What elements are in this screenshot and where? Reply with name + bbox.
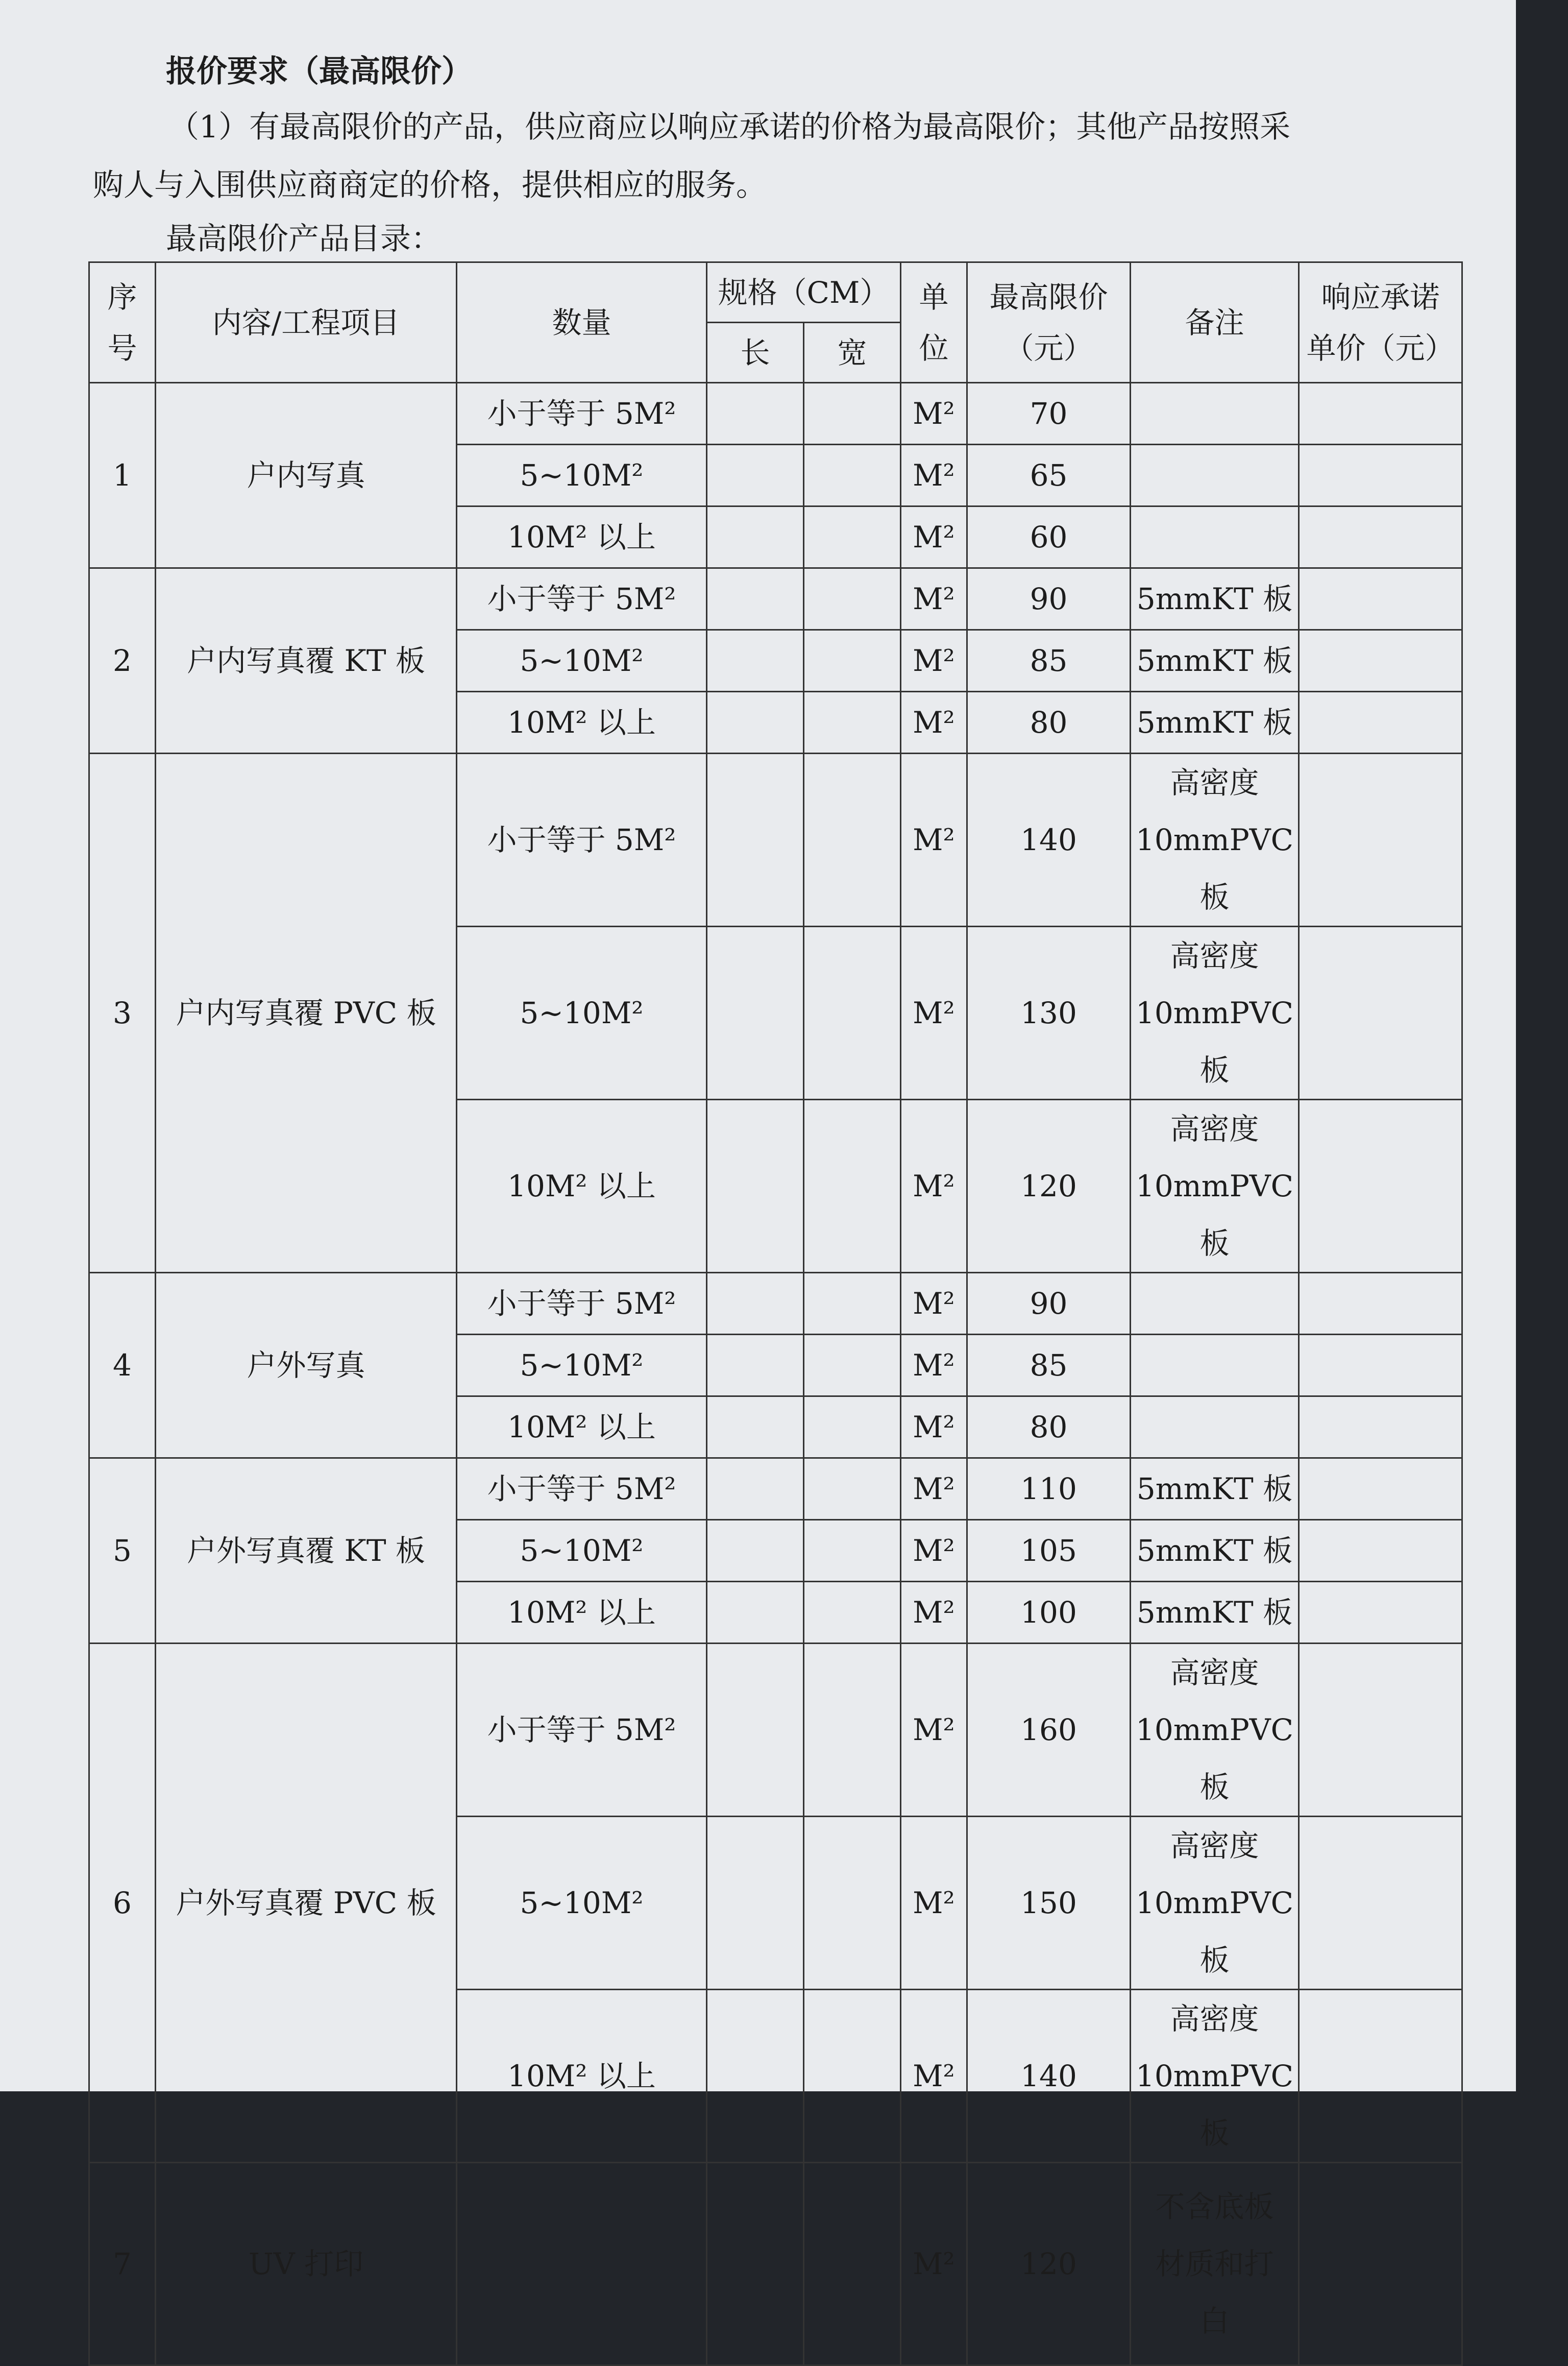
table-row (89, 1644, 1462, 1817)
width-cell (804, 2163, 901, 2365)
seq-cell: 3 (89, 754, 156, 1273)
width-cell (804, 1644, 901, 1817)
max-price-cell: 85 (967, 630, 1131, 692)
remark-cell (1131, 1273, 1299, 1335)
width-cell (804, 1520, 901, 1582)
header-seq: 序 号 (89, 262, 156, 383)
response-price-cell (1299, 1335, 1462, 1396)
response-price-cell (1299, 568, 1462, 630)
width-cell (804, 1817, 901, 1990)
width-cell (804, 630, 901, 692)
max-price-cell: 60 (967, 506, 1131, 568)
item-cell: UV 打印 (156, 2163, 457, 2365)
remark-cell: 高密度 10mmPVC 板 (1131, 927, 1299, 1100)
remark-cell (1131, 1335, 1299, 1396)
unit-cell: M² (901, 568, 967, 630)
remark-cell: 高密度 10mmPVC 板 (1131, 1644, 1299, 1817)
length-cell (707, 1582, 804, 1644)
max-price-cell: 90 (967, 568, 1131, 630)
item-cell: 户外写真覆 KT 板 (156, 1458, 457, 1644)
max-price-cell: 70 (967, 383, 1131, 445)
item-cell: 户内写真 (156, 383, 457, 568)
qty-cell: 5~10M² (457, 445, 707, 506)
max-price-cell: 100 (967, 1582, 1131, 1644)
length-cell (707, 1396, 804, 1458)
remark-cell: 5mmKT 板 (1131, 630, 1299, 692)
page-title: 报价要求（最高限价） (166, 54, 472, 89)
header-width: 宽 (804, 323, 901, 383)
unit-cell: M² (901, 383, 967, 445)
max-price-cell: 120 (967, 2163, 1131, 2365)
response-price-cell (1299, 1990, 1462, 2163)
width-cell (804, 1990, 901, 2163)
width-cell (804, 1335, 901, 1396)
length-cell (707, 1520, 804, 1582)
max-price-cell: 85 (967, 1335, 1131, 1396)
response-price-cell (1299, 2163, 1462, 2365)
width-cell (804, 692, 901, 754)
response-price-cell (1299, 692, 1462, 754)
length-cell (707, 2163, 804, 2365)
response-price-cell (1299, 1458, 1462, 1520)
length-cell (707, 1335, 804, 1396)
width-cell (804, 506, 901, 568)
length-cell (707, 445, 804, 506)
unit-cell: M² (901, 630, 967, 692)
header-length: 长 (707, 323, 804, 383)
max-price-cell: 80 (967, 692, 1131, 754)
remark-cell: 5mmKT 板 (1131, 692, 1299, 754)
price-table (88, 261, 1463, 2366)
qty-cell: 小于等于 5M² (457, 383, 707, 445)
unit-cell: M² (901, 1582, 967, 1644)
table-row (89, 754, 1462, 927)
remark-cell: 高密度 10mmPVC 板 (1131, 1100, 1299, 1273)
response-price-cell (1299, 1100, 1462, 1273)
response-price-cell (1299, 383, 1462, 445)
qty-cell: 10M² 以上 (457, 1990, 707, 2163)
width-cell (804, 1100, 901, 1273)
unit-cell: M² (901, 1520, 967, 1582)
item-cell: 户内写真覆 PVC 板 (156, 754, 457, 1273)
width-cell (804, 383, 901, 445)
response-price-cell (1299, 630, 1462, 692)
length-cell (707, 1100, 804, 1273)
qty-cell: 5~10M² (457, 1817, 707, 1990)
seq-cell: 1 (89, 383, 156, 568)
width-cell (804, 1458, 901, 1520)
width-cell (804, 1273, 901, 1335)
max-price-cell: 110 (967, 1458, 1131, 1520)
unit-cell: M² (901, 1817, 967, 1990)
qty-cell: 5~10M² (457, 927, 707, 1100)
qty-cell: 10M² 以上 (457, 692, 707, 754)
unit-cell: M² (901, 754, 967, 927)
qty-cell: 10M² 以上 (457, 1100, 707, 1273)
item-cell: 户外写真覆 PVC 板 (156, 1644, 457, 2163)
header-qty: 数量 (457, 262, 707, 383)
header-unit: 单 位 (901, 262, 967, 383)
unit-cell: M² (901, 445, 967, 506)
qty-cell: 10M² 以上 (457, 1396, 707, 1458)
header-remark: 备注 (1131, 262, 1299, 383)
qty-cell: 小于等于 5M² (457, 1458, 707, 1520)
unit-cell: M² (901, 506, 967, 568)
max-price-cell: 105 (967, 1520, 1131, 1582)
unit-cell: M² (901, 692, 967, 754)
remark-cell: 5mmKT 板 (1131, 1458, 1299, 1520)
header-spec: 规格（CM） (707, 262, 901, 323)
qty-cell: 小于等于 5M² (457, 568, 707, 630)
max-price-cell: 90 (967, 1273, 1131, 1335)
response-price-cell (1299, 927, 1462, 1100)
width-cell (804, 754, 901, 927)
qty-cell: 10M² 以上 (457, 1582, 707, 1644)
requirement-paragraph: （1）有最高限价的产品，供应商应以响应承诺的价格为最高限价；其他产品按照采购人与入围供应商商定的价格，提供相应的服务。 (93, 109, 1291, 203)
table-row (89, 383, 1462, 445)
item-cell: 户内写真覆 KT 板 (156, 568, 457, 754)
length-cell (707, 1273, 804, 1335)
table-row (89, 1273, 1462, 1335)
width-cell (804, 445, 901, 506)
length-cell (707, 692, 804, 754)
qty-cell: 小于等于 5M² (457, 1644, 707, 1817)
qty-cell: 小于等于 5M² (457, 754, 707, 927)
unit-cell: M² (901, 1100, 967, 1273)
max-price-cell: 140 (967, 1990, 1131, 2163)
qty-cell: 5~10M² (457, 1520, 707, 1582)
response-price-cell (1299, 754, 1462, 927)
unit-cell: M² (901, 1990, 967, 2163)
seq-cell: 5 (89, 1458, 156, 1644)
length-cell (707, 506, 804, 568)
length-cell (707, 1458, 804, 1520)
remark-cell: 5mmKT 板 (1131, 1582, 1299, 1644)
width-cell (804, 568, 901, 630)
remark-cell: 高密度 10mmPVC 板 (1131, 1817, 1299, 1990)
max-price-cell: 130 (967, 927, 1131, 1100)
remark-cell: 5mmKT 板 (1131, 568, 1299, 630)
item-cell: 户外写真 (156, 1273, 457, 1458)
length-cell (707, 1817, 804, 1990)
max-price-cell: 140 (967, 754, 1131, 927)
max-price-cell: 65 (967, 445, 1131, 506)
unit-cell: M² (901, 1396, 967, 1458)
remark-cell: 不含底板 材质和打 白 (1131, 2163, 1299, 2365)
length-cell (707, 630, 804, 692)
seq-cell: 7 (89, 2163, 156, 2365)
response-price-cell (1299, 1273, 1462, 1335)
remark-cell (1131, 445, 1299, 506)
max-price-cell: 120 (967, 1100, 1131, 1273)
response-price-cell (1299, 506, 1462, 568)
qty-cell: 5~10M² (457, 630, 707, 692)
remark-cell (1131, 506, 1299, 568)
remark-cell (1131, 1396, 1299, 1458)
seq-cell: 2 (89, 568, 156, 754)
remark-cell: 高密度 10mmPVC 板 (1131, 1990, 1299, 2163)
length-cell (707, 568, 804, 630)
length-cell (707, 383, 804, 445)
header-max-price: 最高限价 （元） (967, 262, 1131, 383)
remark-cell: 5mmKT 板 (1131, 1520, 1299, 1582)
unit-cell: M² (901, 927, 967, 1100)
table-row (89, 2163, 1462, 2365)
response-price-cell (1299, 445, 1462, 506)
width-cell (804, 1582, 901, 1644)
unit-cell: M² (901, 2163, 967, 2365)
unit-cell: M² (901, 1458, 967, 1520)
length-cell (707, 1644, 804, 1817)
width-cell (804, 927, 901, 1100)
response-price-cell (1299, 1582, 1462, 1644)
qty-cell (457, 2163, 707, 2365)
length-cell (707, 754, 804, 927)
length-cell (707, 927, 804, 1100)
length-cell (707, 1990, 804, 2163)
table-row (89, 1458, 1462, 1520)
seq-cell: 4 (89, 1273, 156, 1458)
unit-cell: M² (901, 1335, 967, 1396)
header-item: 内容/工程项目 (156, 262, 457, 383)
catalog-subtitle: 最高限价产品目录： (166, 221, 442, 257)
remark-cell (1131, 383, 1299, 445)
qty-cell: 5~10M² (457, 1335, 707, 1396)
price-table-body (89, 383, 1462, 2365)
qty-cell: 10M² 以上 (457, 506, 707, 568)
response-price-cell (1299, 1396, 1462, 1458)
response-price-cell (1299, 1520, 1462, 1582)
table-row (89, 568, 1462, 630)
max-price-cell: 160 (967, 1644, 1131, 1817)
max-price-cell: 150 (967, 1817, 1131, 1990)
qty-cell: 小于等于 5M² (457, 1273, 707, 1335)
unit-cell: M² (901, 1273, 967, 1335)
width-cell (804, 1396, 901, 1458)
max-price-cell: 80 (967, 1396, 1131, 1458)
response-price-cell (1299, 1644, 1462, 1817)
unit-cell: M² (901, 1644, 967, 1817)
response-price-cell (1299, 1817, 1462, 1990)
seq-cell: 6 (89, 1644, 156, 2163)
remark-cell: 高密度 10mmPVC 板 (1131, 754, 1299, 927)
header-response-price: 响应承诺 单价（元） (1299, 262, 1462, 383)
